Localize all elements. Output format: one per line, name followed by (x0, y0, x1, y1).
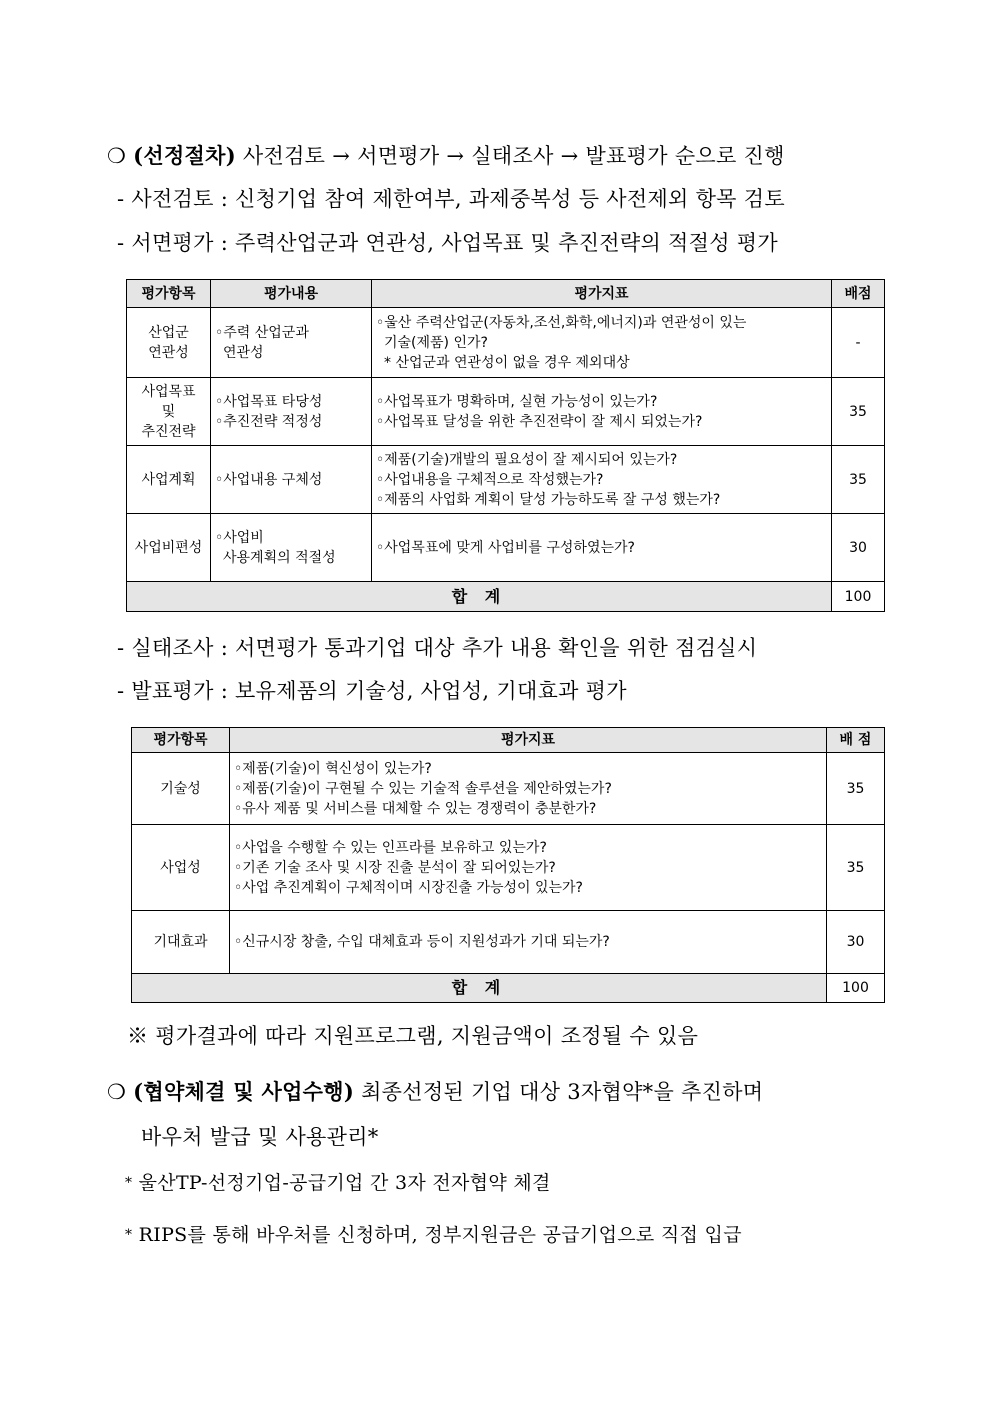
footnote-mark: * (125, 1227, 133, 1243)
header-eval-item: 평가항목 (132, 728, 230, 753)
eval-item: 사업성 (132, 825, 230, 911)
eval-indicators: ◦제품(기술)이 혁신성이 있는가? ◦제품(기술)이 구현될 수 있는 기술적 솔루션을 제안하였는가? ◦유사 제품 및 서비스를 대체할 수 있는 경쟁력이 충분한가? (230, 753, 827, 825)
document-review-line: - 서면평가 : 주력산업군과 연관성, 사업목표 및 추진전략의 적절성 평가 (117, 231, 778, 255)
eval-content: ◦주력 산업군과 연관성 (211, 308, 372, 378)
eval-content: ◦사업목표 타당성 ◦추진전략 적정성 (211, 378, 372, 446)
agreement-text-cont: 바우처 발급 및 사용관리* (141, 1125, 379, 1149)
eval-score: 35 (832, 446, 885, 514)
eval-indicators: ◦신규시장 창출, 수입 대체효과 등이 지원성과가 기대 되는가? (230, 911, 827, 974)
presentation-eval-line: - 발표평가 : 보유제품의 기술성, 사업성, 기대효과 평가 (117, 679, 627, 703)
circle-bullet-icon: ❍ (107, 1080, 127, 1104)
total-row (127, 582, 885, 612)
header-eval-indicator: 평가지표 (372, 280, 832, 308)
eval-score: - (832, 308, 885, 378)
eval-indicators: ◦사업을 수행할 수 있는 인프라를 보유하고 있는가? ◦기존 기술 조사 및 시장 진출 분석이 잘 되어있는가? ◦사업 추진계획이 구체적이며 시장진출 가능성이 있는가? (230, 825, 827, 911)
document-evaluation-table (126, 279, 885, 612)
eval-indicators: ◦제품(기술)개발의 필요성이 잘 제시되어 있는가? ◦사업내용을 구체적으로 작성했는가? ◦제품의 사업화 계획이 달성 가능하도록 잘 구성 했는가? (372, 446, 832, 514)
presentation-evaluation-table (131, 727, 885, 1003)
agreement-title: (협약체결 및 사업수행) (133, 1079, 355, 1104)
footnote-2 (125, 1221, 742, 1249)
eval-score: 30 (832, 514, 885, 582)
header-score: 배 점 (827, 728, 885, 753)
total-value: 100 (827, 974, 885, 1003)
eval-score: 35 (827, 825, 885, 911)
eval-item: 기대효과 (132, 911, 230, 974)
eval-indicators: ◦사업목표에 맞게 사업비를 구성하였는가? (372, 514, 832, 582)
site-survey-line: - 실태조사 : 서면평가 통과기업 대상 추가 내용 확인을 위한 점검실시 (117, 636, 758, 660)
eval-indicators: ◦사업목표가 명확하며, 실현 가능성이 있는가? ◦사업목표 달성을 위한 추진전략이 잘 제시 되었는가? (372, 378, 832, 446)
total-row (132, 974, 885, 1003)
table-row (132, 825, 885, 911)
total-label: 합 계 (132, 974, 827, 1003)
selection-text: 사전검토 → 서면평가 → 실태조사 → 발표평가 순으로 진행 (235, 144, 785, 168)
eval-item: 기술성 (132, 753, 230, 825)
header-eval-item: 평가항목 (127, 280, 211, 308)
eval-content: ◦사업내용 구체성 (211, 446, 372, 514)
table-row (127, 446, 885, 514)
footnote-text: 울산TP-선정기업-공급기업 간 3자 전자협약 체결 (138, 1172, 551, 1194)
table-header-row (132, 728, 885, 753)
pre-review-line: - 사전검토 : 신청기업 참여 제한여부, 과제중복성 등 사전제외 항목 검토 (117, 187, 785, 211)
footnote-1 (125, 1169, 551, 1197)
total-label: 합 계 (127, 582, 832, 612)
header-score: 배점 (832, 280, 885, 308)
circle-bullet-icon: ❍ (107, 144, 127, 168)
notice-line: ※ 평가결과에 따라 지원프로그램, 지원금액이 조정될 수 있음 (127, 1024, 699, 1048)
table-row (132, 911, 885, 974)
table-header-row (127, 280, 885, 308)
eval-item: 사업목표 및 추진전략 (127, 378, 211, 446)
agreement-text: 최종선정된 기업 대상 3자협약*을 추진하며 (354, 1080, 764, 1104)
agreement-heading (107, 1078, 763, 1106)
eval-item: 사업비편성 (127, 514, 211, 582)
table-row (127, 514, 885, 582)
table-row (127, 378, 885, 446)
header-eval-indicator: 평가지표 (230, 728, 827, 753)
eval-score: 35 (827, 753, 885, 825)
footnote-mark: * (125, 1175, 133, 1191)
selection-title: (선정절차) (133, 143, 236, 168)
total-value: 100 (832, 582, 885, 612)
table-row (132, 753, 885, 825)
eval-item: 사업계획 (127, 446, 211, 514)
footnote-text: RIPS를 통해 바우처를 신청하며, 정부지원금은 공급기업으로 직접 입급 (138, 1224, 742, 1246)
eval-score: 35 (832, 378, 885, 446)
table-row (127, 308, 885, 378)
header-eval-content: 평가내용 (211, 280, 372, 308)
eval-content: ◦사업비 사용계획의 적절성 (211, 514, 372, 582)
eval-score: 30 (827, 911, 885, 974)
eval-indicators: ◦울산 주력산업군(자동차,조선,화학,에너지)과 연관성이 있는 기술(제품) 인가? * 산업군과 연관성이 없을 경우 제외대상 (372, 308, 832, 378)
selection-heading (107, 142, 785, 170)
eval-item: 산업군 연관성 (127, 308, 211, 378)
